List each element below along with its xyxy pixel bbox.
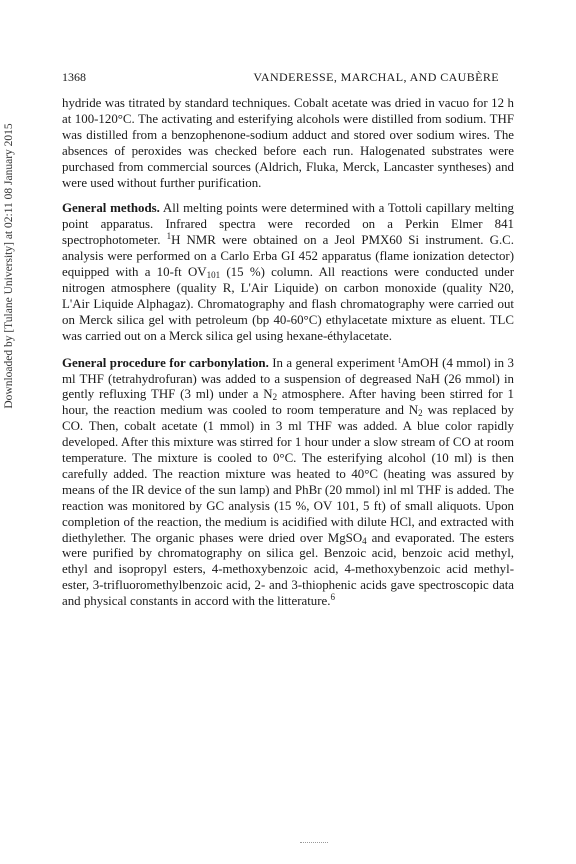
text-run: AmOH (4 mmol) in 3 ml THF (tetrahydrofuran) was added to a suspension of degreased NaH (26 mmol) in gently refluxing THF (3 ml) under a N [62,355,514,402]
page-number: 1368 [62,70,86,84]
section-heading-general-methods: General methods. [62,201,160,216]
tert-prefix-superscript: t [398,354,401,365]
text-run: All melting points were determined with a Tottoli capillary melting point apparatus. Infrared spectra were recorded on a Perkin Elmer 841 spectrophotometer. [62,201,515,248]
n2-subscript: 2 [418,408,423,419]
text-run: In a general experiment [268,355,399,370]
text-run: was replaced by CO. Then, cobalt acetate (1 mmol) in 3 ml THF was added. A blue color rapidly developed. After this mixture was stirred for 1 hour under a slow stream of CO at room temperature. The mixture is cooled to 0°C. The esterifying alcohol (10 ml) is then carefully added. The reaction mixture was heated to 40°C (heating was assured by means of the IR device of the sun lamp) and PhBr (20 mmol) inl ml THF is added. The reaction was monitored by GC analysis (15 %, OV 101, 5 ft) of small aliquots. Upon completion of the reaction, the medium is acidified with dilute HCl, and extracted with diethylether. The organic phases were dried over MgSO [62,403,515,545]
reference-superscript: 6 [330,592,335,603]
nmr-superscript: 1 [166,231,172,242]
paragraph-general-methods [62,201,514,344]
column-subscript: 101 [206,270,221,281]
text-run: atmosphere. After having been stirred for 1 hour, the reaction medium was cooled to room temperature and N [62,387,514,418]
footer-dotted-mark [300,842,328,844]
text-run: (15 %) column. All reactions were conducted under nitrogen atmosphere (quality R, L'Air Liquide) on carbon monoxide (quality N20, L'Air Liquide Alphagaz). Chromatography and flash chromatography were carried out on Merck silica gel with petroleum (bp 40-60°C) ethylacetate mixture as eluent. TLC was carried out on a Merck silica gel using hexane-éthylacetate. [62,265,514,343]
paragraph-materials: hydride was titrated by standard techniques. Cobalt acetate was dried in vacuo for 12 h at 100-120°C. The activating and esterifying alcohols were distilled from sodium. THF was distilled from a benzophenone-sodium adduct and stored over sodium wires. The absences of peroxides was checked before each run. Halogenated substrates were purchased from commercial sources (Aldrich, Fluka, Merck, Lancaster syntheses) and were used without further purification. [62,96,514,190]
text-run: and evaporated. The esters were purified by chromatography on silica gel. Benzoic acid, benzoic acid methyl, ethyl and isopropyl esters, 4-methoxybenzoic acid, 4-methoxybenzoic acid methyl-ester, 3-trifluoromethylbenzoic acid, 2- and 3-thiophenic acids gave spectroscopic data and physical constants in accord with the litterature. [62,530,514,609]
text-run: H NMR were obtained on a Jeol PMX60 Si instrument. G.C. analysis were performed on a Carlo Erba GI 452 apparatus (flame ionization detector) equipped with a 10-ft OV [62,233,514,280]
section-heading-carbonylation: General procedure for carbonylation. [62,355,269,370]
mgso4-subscript: 4 [362,535,367,546]
article-body [62,96,514,620]
download-watermark: Downloaded by [Tulane University] at 02:11 08 January 2015 [3,123,15,409]
running-head: VANDERESSE, MARCHAL, AND CAUBÈRE [253,70,499,84]
n2-subscript: 2 [272,392,278,403]
paragraph-carbonylation [62,356,514,611]
